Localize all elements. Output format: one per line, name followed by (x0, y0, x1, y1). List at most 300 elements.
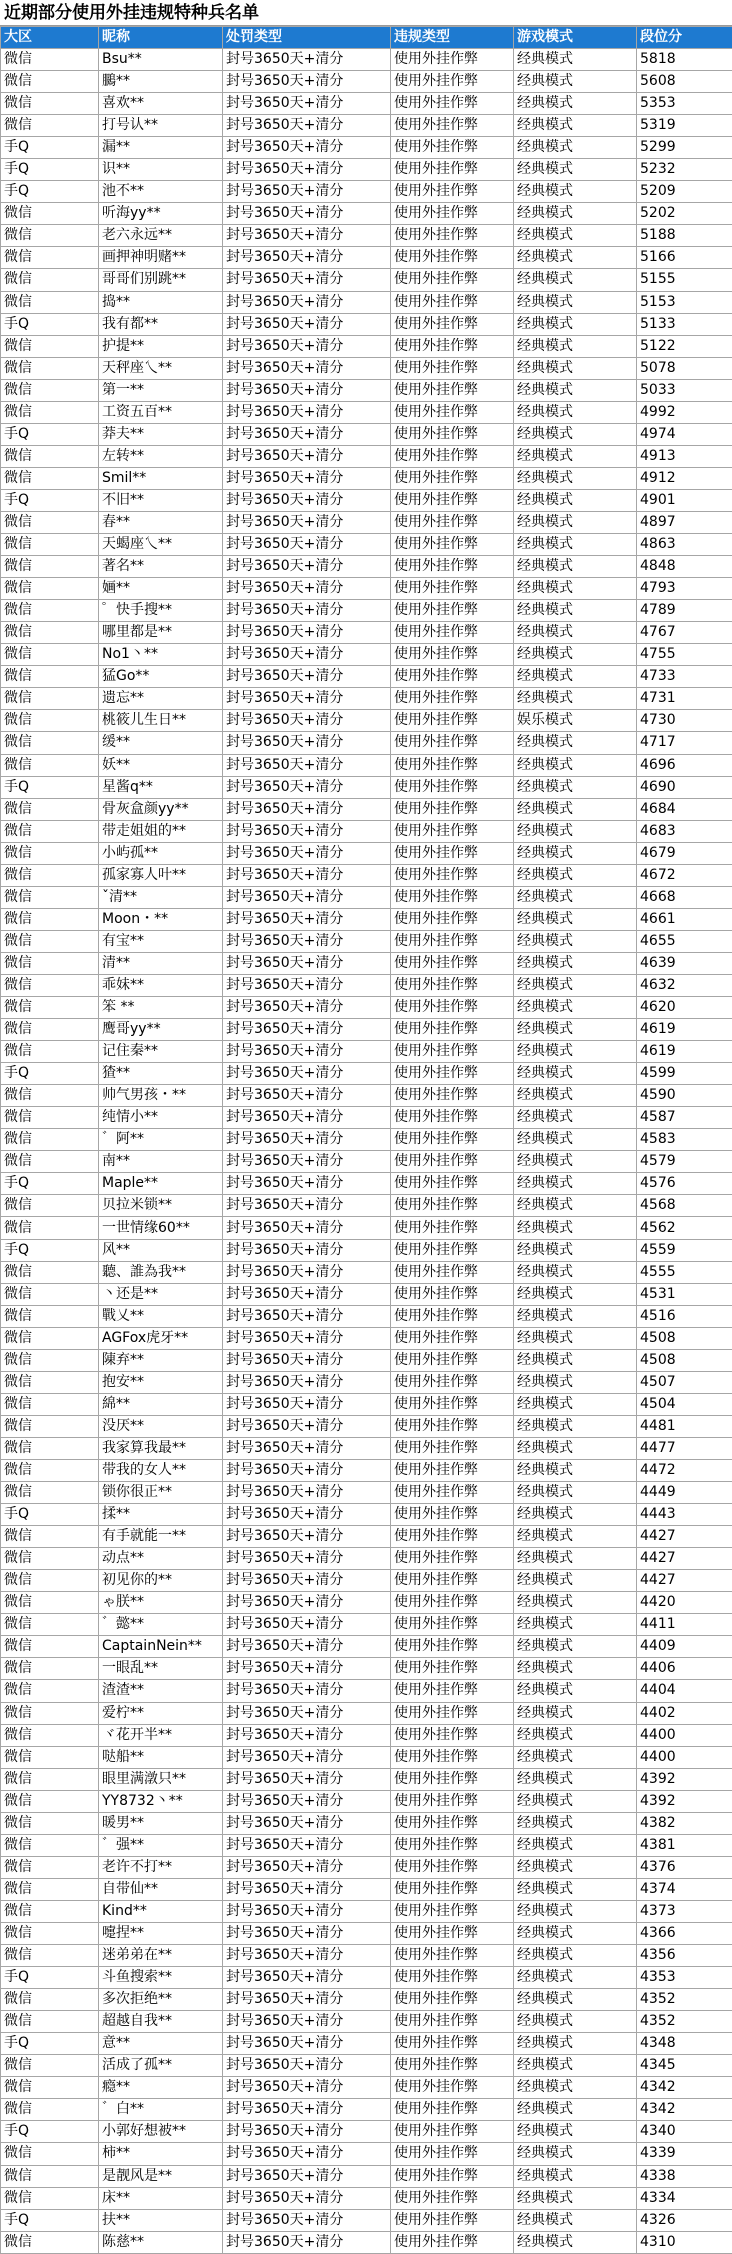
cell-region: 手Q (1, 137, 99, 159)
cell-game-mode: 经典模式 (514, 622, 637, 644)
cell-game-mode: 经典模式 (514, 1945, 637, 1967)
cell-game-mode: 经典模式 (514, 225, 637, 247)
cell-penalty-type: 封号3650天+清分 (223, 1746, 391, 1768)
cell-game-mode: 经典模式 (514, 952, 637, 974)
cell-violation-type: 使用外挂作弊 (391, 313, 514, 335)
cell-region: 微信 (1, 974, 99, 996)
cell-violation-type: 使用外挂作弊 (391, 622, 514, 644)
cell-region: 微信 (1, 1217, 99, 1239)
table-row (1, 1504, 732, 1526)
cell-penalty-type: 封号3650天+清分 (223, 1636, 391, 1658)
cell-rank-score: 4579 (637, 1151, 732, 1173)
cell-violation-type: 使用外挂作弊 (391, 1945, 514, 1967)
cell-penalty-type: 封号3650天+清分 (223, 71, 391, 93)
cell-region: 手Q (1, 2121, 99, 2143)
cell-penalty-type: 封号3650天+清分 (223, 2033, 391, 2055)
cell-penalty-type: 封号3650天+清分 (223, 291, 391, 313)
cell-nickname: 活成了孤** (99, 2055, 223, 2077)
cell-penalty-type: 封号3650天+清分 (223, 556, 391, 578)
cell-penalty-type: 封号3650天+清分 (223, 423, 391, 445)
cell-rank-score: 4912 (637, 467, 732, 489)
table-row (1, 1019, 732, 1041)
table-row (1, 776, 732, 798)
cell-region: 微信 (1, 1768, 99, 1790)
table-row (1, 2099, 732, 2121)
table-row (1, 2011, 732, 2033)
cell-violation-type: 使用外挂作弊 (391, 1746, 514, 1768)
cell-nickname: 鵩** (99, 71, 223, 93)
cell-region: 微信 (1, 1107, 99, 1129)
cell-penalty-type: 封号3650天+清分 (223, 2099, 391, 2121)
cell-game-mode: 经典模式 (514, 313, 637, 335)
cell-region: 微信 (1, 225, 99, 247)
cell-game-mode: 经典模式 (514, 1967, 637, 1989)
table-row (1, 1592, 732, 1614)
cell-region: 微信 (1, 1195, 99, 1217)
cell-region: 微信 (1, 798, 99, 820)
cell-penalty-type: 封号3650天+清分 (223, 974, 391, 996)
cell-penalty-type: 封号3650天+清分 (223, 1548, 391, 1570)
cell-nickname: 猛Go** (99, 666, 223, 688)
table-row (1, 952, 732, 974)
cell-region: 微信 (1, 534, 99, 556)
cell-game-mode: 经典模式 (514, 2033, 637, 2055)
cell-game-mode: 经典模式 (514, 754, 637, 776)
cell-violation-type: 使用外挂作弊 (391, 203, 514, 225)
table-row (1, 1570, 732, 1592)
cell-rank-score: 4863 (637, 534, 732, 556)
cell-game-mode: 经典模式 (514, 1217, 637, 1239)
cell-penalty-type: 封号3650天+清分 (223, 2055, 391, 2077)
table-row (1, 2209, 732, 2231)
cell-violation-type: 使用外挂作弊 (391, 247, 514, 269)
cell-region: 微信 (1, 908, 99, 930)
cell-rank-score: 4555 (637, 1261, 732, 1283)
cell-rank-score: 4897 (637, 511, 732, 533)
cell-nickname: 风** (99, 1239, 223, 1261)
cell-nickname: 锁你很正** (99, 1482, 223, 1504)
cell-rank-score: 4683 (637, 820, 732, 842)
cell-region: 微信 (1, 511, 99, 533)
table-row (1, 622, 732, 644)
cell-region: 微信 (1, 2165, 99, 2187)
cell-rank-score: 4356 (637, 1945, 732, 1967)
cell-region: 微信 (1, 622, 99, 644)
cell-game-mode: 经典模式 (514, 137, 637, 159)
cell-rank-score: 4427 (637, 1548, 732, 1570)
header-row (1, 27, 732, 49)
cell-penalty-type: 封号3650天+清分 (223, 2231, 391, 2253)
cell-nickname: ゜快手搜** (99, 600, 223, 622)
cell-penalty-type: 封号3650天+清分 (223, 1349, 391, 1371)
cell-nickname: Maple** (99, 1173, 223, 1195)
cell-region: 微信 (1, 600, 99, 622)
cell-violation-type: 使用外挂作弊 (391, 1460, 514, 1482)
cell-violation-type: 使用外挂作弊 (391, 1085, 514, 1107)
cell-violation-type: 使用外挂作弊 (391, 1548, 514, 1570)
cell-nickname: CaptainNein** (99, 1636, 223, 1658)
cell-rank-score: 4848 (637, 556, 732, 578)
table-row (1, 203, 732, 225)
header-game-mode: 游戏模式 (514, 27, 637, 49)
cell-rank-score: 4696 (637, 754, 732, 776)
cell-region: 微信 (1, 688, 99, 710)
cell-rank-score: 4793 (637, 578, 732, 600)
cell-violation-type: 使用外挂作弊 (391, 335, 514, 357)
page-title: 近期部分使用外挂违规特种兵名单 (0, 0, 732, 26)
table-row (1, 71, 732, 93)
cell-violation-type: 使用外挂作弊 (391, 666, 514, 688)
cell-violation-type: 使用外挂作弊 (391, 291, 514, 313)
cell-region: 微信 (1, 1614, 99, 1636)
cell-game-mode: 经典模式 (514, 1834, 637, 1856)
cell-violation-type: 使用外挂作弊 (391, 1680, 514, 1702)
cell-penalty-type: 封号3650天+清分 (223, 754, 391, 776)
cell-nickname: 天秤座乀** (99, 357, 223, 379)
cell-rank-score: 4974 (637, 423, 732, 445)
cell-region: 微信 (1, 952, 99, 974)
cell-violation-type: 使用外挂作弊 (391, 1768, 514, 1790)
cell-region: 微信 (1, 578, 99, 600)
cell-nickname: 自带仙** (99, 1878, 223, 1900)
table-header (1, 27, 732, 49)
cell-violation-type: 使用外挂作弊 (391, 1658, 514, 1680)
cell-penalty-type: 封号3650天+清分 (223, 137, 391, 159)
cell-game-mode: 经典模式 (514, 1724, 637, 1746)
cell-penalty-type: 封号3650天+清分 (223, 1989, 391, 2011)
cell-nickname: 扶** (99, 2209, 223, 2231)
cell-rank-score: 4345 (637, 2055, 732, 2077)
cell-region: 微信 (1, 49, 99, 71)
cell-nickname: Kind** (99, 1900, 223, 1922)
cell-penalty-type: 封号3650天+清分 (223, 511, 391, 533)
cell-nickname: 猹** (99, 1063, 223, 1085)
table-row (1, 974, 732, 996)
cell-penalty-type: 封号3650天+清分 (223, 1526, 391, 1548)
cell-nickname: 床** (99, 2187, 223, 2209)
cell-violation-type: 使用外挂作弊 (391, 2187, 514, 2209)
cell-rank-score: 4655 (637, 930, 732, 952)
cell-penalty-type: 封号3650天+清分 (223, 688, 391, 710)
cell-rank-score: 4374 (637, 1878, 732, 1900)
cell-nickname: 带走姐姐的** (99, 820, 223, 842)
table-row (1, 600, 732, 622)
table-row (1, 1349, 732, 1371)
cell-rank-score: 4583 (637, 1129, 732, 1151)
cell-game-mode: 经典模式 (514, 49, 637, 71)
cell-penalty-type: 封号3650天+清分 (223, 1327, 391, 1349)
cell-region: 微信 (1, 820, 99, 842)
cell-region: 微信 (1, 1570, 99, 1592)
cell-game-mode: 经典模式 (514, 1063, 637, 1085)
cell-rank-score: 4789 (637, 600, 732, 622)
cell-game-mode: 经典模式 (514, 2011, 637, 2033)
table-row (1, 1261, 732, 1283)
cell-game-mode: 经典模式 (514, 489, 637, 511)
cell-region: 微信 (1, 732, 99, 754)
cell-penalty-type: 封号3650天+清分 (223, 1393, 391, 1415)
table-row (1, 2055, 732, 2077)
cell-violation-type: 使用外挂作弊 (391, 2055, 514, 2077)
cell-region: 微信 (1, 1834, 99, 1856)
cell-nickname: 不旧** (99, 489, 223, 511)
cell-violation-type: 使用外挂作弊 (391, 379, 514, 401)
table-row (1, 754, 732, 776)
cell-violation-type: 使用外挂作弊 (391, 1570, 514, 1592)
cell-rank-score: 4672 (637, 864, 732, 886)
cell-region: 微信 (1, 1283, 99, 1305)
cell-penalty-type: 封号3650天+清分 (223, 2165, 391, 2187)
cell-violation-type: 使用外挂作弊 (391, 1107, 514, 1129)
cell-rank-score: 4587 (637, 1107, 732, 1129)
cell-penalty-type: 封号3650天+清分 (223, 1460, 391, 1482)
cell-rank-score: 4406 (637, 1658, 732, 1680)
table-row (1, 1945, 732, 1967)
table-row (1, 2143, 732, 2165)
cell-region: 微信 (1, 1482, 99, 1504)
cell-game-mode: 经典模式 (514, 974, 637, 996)
cell-game-mode: 经典模式 (514, 1393, 637, 1415)
cell-penalty-type: 封号3650天+清分 (223, 2011, 391, 2033)
cell-rank-score: 5202 (637, 203, 732, 225)
cell-game-mode: 经典模式 (514, 1283, 637, 1305)
table-row (1, 1989, 732, 2011)
cell-nickname: 哪里都是** (99, 622, 223, 644)
cell-region: 手Q (1, 1239, 99, 1261)
cell-region: 微信 (1, 203, 99, 225)
cell-penalty-type: 封号3650天+清分 (223, 1283, 391, 1305)
cell-rank-score: 4472 (637, 1460, 732, 1482)
cell-rank-score: 4392 (637, 1790, 732, 1812)
cell-region: 微信 (1, 1989, 99, 2011)
cell-penalty-type: 封号3650天+清分 (223, 1680, 391, 1702)
table-row (1, 1746, 732, 1768)
table-row (1, 556, 732, 578)
cell-region: 微信 (1, 401, 99, 423)
cell-violation-type: 使用外挂作弊 (391, 423, 514, 445)
cell-violation-type: 使用外挂作弊 (391, 1217, 514, 1239)
cell-region: 手Q (1, 2209, 99, 2231)
cell-nickname: ゛懿** (99, 1614, 223, 1636)
cell-region: 微信 (1, 2055, 99, 2077)
cell-region: 微信 (1, 1724, 99, 1746)
cell-violation-type: 使用外挂作弊 (391, 1305, 514, 1327)
table-row (1, 1614, 732, 1636)
cell-penalty-type: 封号3650天+清分 (223, 2077, 391, 2099)
cell-penalty-type: 封号3650天+清分 (223, 1063, 391, 1085)
cell-nickname: 一世情缘60** (99, 1217, 223, 1239)
table-row (1, 1967, 732, 1989)
cell-nickname: 莽夫** (99, 423, 223, 445)
cell-violation-type: 使用外挂作弊 (391, 225, 514, 247)
cell-region: 微信 (1, 357, 99, 379)
cell-penalty-type: 封号3650天+清分 (223, 1967, 391, 1989)
cell-game-mode: 经典模式 (514, 1129, 637, 1151)
cell-nickname: 孤家寡人叶** (99, 864, 223, 886)
cell-rank-score: 4376 (637, 1856, 732, 1878)
table-row (1, 1283, 732, 1305)
cell-rank-score: 4992 (637, 401, 732, 423)
cell-violation-type: 使用外挂作弊 (391, 159, 514, 181)
cell-nickname: 池不** (99, 181, 223, 203)
cell-violation-type: 使用外挂作弊 (391, 886, 514, 908)
table-row (1, 511, 732, 533)
cell-game-mode: 经典模式 (514, 467, 637, 489)
table-row (1, 423, 732, 445)
cell-violation-type: 使用外挂作弊 (391, 357, 514, 379)
cell-game-mode: 经典模式 (514, 291, 637, 313)
cell-penalty-type: 封号3650天+清分 (223, 1878, 391, 1900)
cell-region: 微信 (1, 1041, 99, 1063)
cell-penalty-type: 封号3650天+清分 (223, 600, 391, 622)
cell-region: 微信 (1, 1592, 99, 1614)
cell-rank-score: 4508 (637, 1327, 732, 1349)
cell-violation-type: 使用外挂作弊 (391, 1371, 514, 1393)
cell-nickname: 我有都** (99, 313, 223, 335)
cell-nickname: 著名** (99, 556, 223, 578)
cell-nickname: 我家算我最** (99, 1437, 223, 1459)
cell-rank-score: 4352 (637, 2011, 732, 2033)
cell-rank-score: 4339 (637, 2143, 732, 2165)
cell-region: 微信 (1, 1305, 99, 1327)
table-row (1, 1041, 732, 1063)
cell-penalty-type: 封号3650天+清分 (223, 776, 391, 798)
cell-violation-type: 使用外挂作弊 (391, 754, 514, 776)
cell-rank-score: 5299 (637, 137, 732, 159)
cell-rank-score: 4326 (637, 2209, 732, 2231)
cell-nickname: 迷弟弟在** (99, 1945, 223, 1967)
cell-rank-score: 4684 (637, 798, 732, 820)
cell-violation-type: 使用外挂作弊 (391, 1349, 514, 1371)
cell-rank-score: 5033 (637, 379, 732, 401)
cell-penalty-type: 封号3650天+清分 (223, 1945, 391, 1967)
cell-penalty-type: 封号3650天+清分 (223, 1239, 391, 1261)
cell-violation-type: 使用外挂作弊 (391, 952, 514, 974)
cell-game-mode: 经典模式 (514, 1085, 637, 1107)
cell-penalty-type: 封号3650天+清分 (223, 1592, 391, 1614)
cell-nickname: 柿** (99, 2143, 223, 2165)
table-row (1, 269, 732, 291)
cell-penalty-type: 封号3650天+清分 (223, 1812, 391, 1834)
cell-violation-type: 使用外挂作弊 (391, 2077, 514, 2099)
table-row (1, 2187, 732, 2209)
table-row (1, 1415, 732, 1437)
cell-game-mode: 经典模式 (514, 1702, 637, 1724)
cell-nickname: 工资五百** (99, 401, 223, 423)
cell-violation-type: 使用外挂作弊 (391, 1151, 514, 1173)
cell-game-mode: 经典模式 (514, 1019, 637, 1041)
cell-region: 微信 (1, 1327, 99, 1349)
cell-nickname: 老六永远** (99, 225, 223, 247)
cell-nickname: 南** (99, 1151, 223, 1173)
cell-rank-score: 5818 (637, 49, 732, 71)
cell-penalty-type: 封号3650天+清分 (223, 1217, 391, 1239)
cell-nickname: 骨灰盒颜yy** (99, 798, 223, 820)
cell-region: 微信 (1, 2143, 99, 2165)
cell-region: 微信 (1, 842, 99, 864)
cell-game-mode: 经典模式 (514, 930, 637, 952)
cell-violation-type: 使用外挂作弊 (391, 93, 514, 115)
cell-rank-score: 4730 (637, 710, 732, 732)
cell-penalty-type: 封号3650天+清分 (223, 1437, 391, 1459)
cell-region: 微信 (1, 1878, 99, 1900)
cell-violation-type: 使用外挂作弊 (391, 1900, 514, 1922)
cell-region: 微信 (1, 886, 99, 908)
cell-rank-score: 4392 (637, 1768, 732, 1790)
cell-penalty-type: 封号3650天+清分 (223, 622, 391, 644)
cell-nickname: 识** (99, 159, 223, 181)
table-row (1, 534, 732, 556)
cell-violation-type: 使用外挂作弊 (391, 1283, 514, 1305)
cell-game-mode: 经典模式 (514, 1856, 637, 1878)
cell-rank-score: 4767 (637, 622, 732, 644)
cell-region: 微信 (1, 1085, 99, 1107)
cell-game-mode: 娱乐模式 (514, 710, 637, 732)
cell-rank-score: 5166 (637, 247, 732, 269)
cell-violation-type: 使用外挂作弊 (391, 1614, 514, 1636)
cell-region: 微信 (1, 2187, 99, 2209)
cell-nickname: 陳弃** (99, 1349, 223, 1371)
cell-region: 微信 (1, 1129, 99, 1151)
cell-region: 手Q (1, 1504, 99, 1526)
cell-region: 微信 (1, 291, 99, 313)
cell-penalty-type: 封号3650天+清分 (223, 644, 391, 666)
cell-game-mode: 经典模式 (514, 886, 637, 908)
cell-rank-score: 4668 (637, 886, 732, 908)
cell-game-mode: 经典模式 (514, 93, 637, 115)
cell-rank-score: 4562 (637, 1217, 732, 1239)
cell-game-mode: 经典模式 (514, 1768, 637, 1790)
cell-violation-type: 使用外挂作弊 (391, 1989, 514, 2011)
cell-rank-score: 5608 (637, 71, 732, 93)
cell-region: 微信 (1, 1393, 99, 1415)
cell-violation-type: 使用外挂作弊 (391, 49, 514, 71)
cell-region: 微信 (1, 2077, 99, 2099)
cell-nickname: 春** (99, 511, 223, 533)
cell-violation-type: 使用外挂作弊 (391, 401, 514, 423)
cell-nickname: 一眼乱** (99, 1658, 223, 1680)
cell-nickname: 纯情小** (99, 1107, 223, 1129)
cell-game-mode: 经典模式 (514, 1173, 637, 1195)
cell-game-mode: 经典模式 (514, 534, 637, 556)
cell-region: 微信 (1, 1790, 99, 1812)
cell-penalty-type: 封号3650天+清分 (223, 820, 391, 842)
cell-nickname: 哒船** (99, 1746, 223, 1768)
cell-penalty-type: 封号3650天+清分 (223, 357, 391, 379)
cell-nickname: Smil** (99, 467, 223, 489)
table-row (1, 1878, 732, 1900)
cell-game-mode: 经典模式 (514, 445, 637, 467)
cell-rank-score: 4340 (637, 2121, 732, 2143)
cell-nickname: 打号认** (99, 115, 223, 137)
table-row (1, 886, 732, 908)
table-row (1, 357, 732, 379)
cell-game-mode: 经典模式 (514, 2209, 637, 2231)
cell-penalty-type: 封号3650天+清分 (223, 1922, 391, 1944)
cell-rank-score: 4409 (637, 1636, 732, 1658)
cell-nickname: 桃筱儿生日** (99, 710, 223, 732)
cell-violation-type: 使用外挂作弊 (391, 2121, 514, 2143)
cell-penalty-type: 封号3650天+清分 (223, 1724, 391, 1746)
table-row (1, 1305, 732, 1327)
cell-penalty-type: 封号3650天+清分 (223, 732, 391, 754)
cell-game-mode: 经典模式 (514, 511, 637, 533)
cell-nickname: 抱安** (99, 1371, 223, 1393)
cell-nickname: 遗忘** (99, 688, 223, 710)
table-row (1, 159, 732, 181)
cell-game-mode: 经典模式 (514, 997, 637, 1019)
cell-game-mode: 经典模式 (514, 1592, 637, 1614)
